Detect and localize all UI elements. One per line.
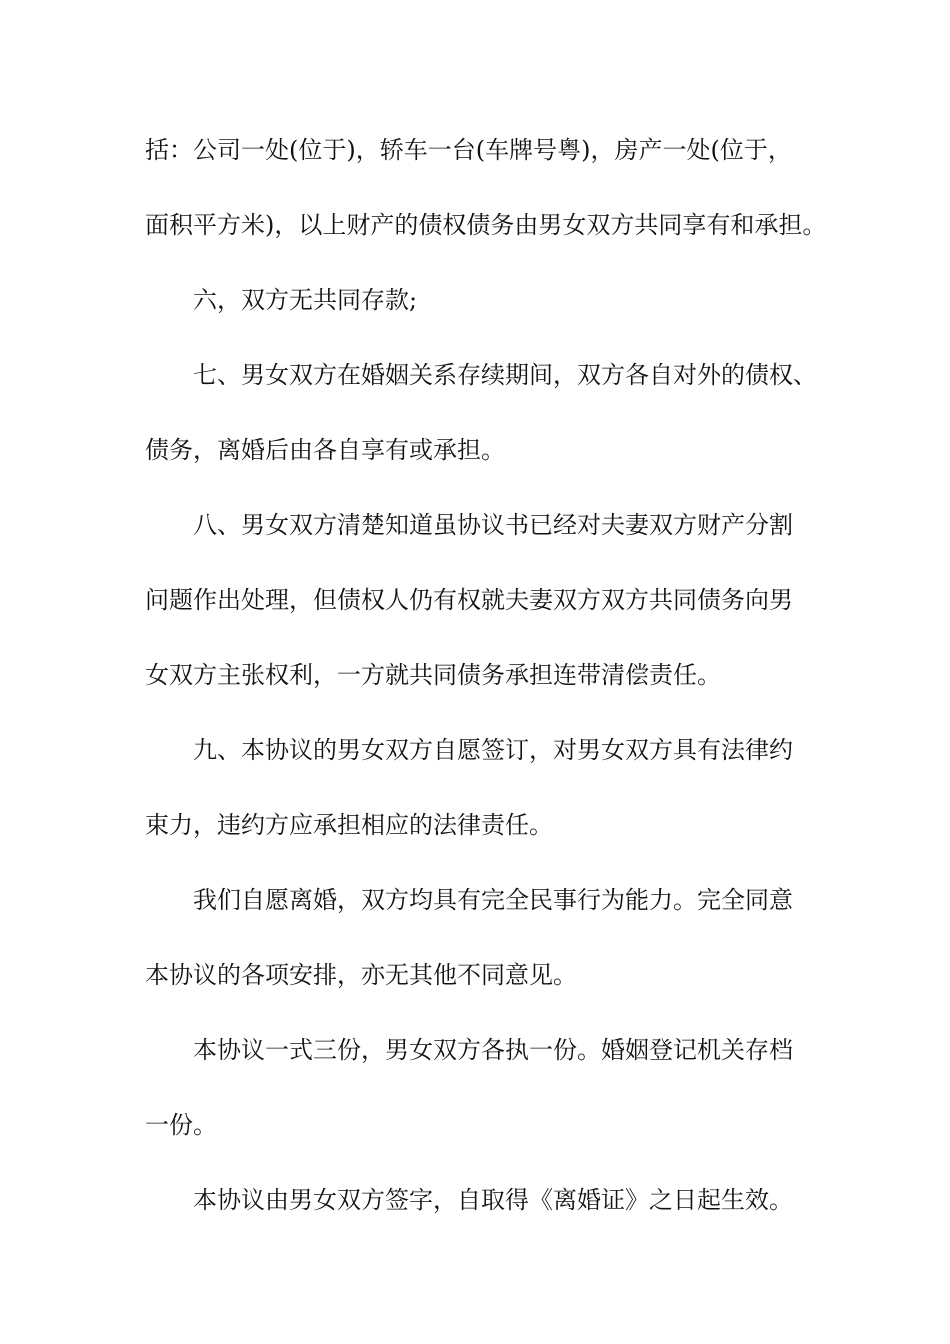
text-line: 一份。 xyxy=(145,1111,217,1139)
text-line: 本协议由男女双方签字，自取得《离婚证》之日起生效。 xyxy=(193,1186,793,1214)
text-line: 本协议的各项安排，亦无其他不同意见。 xyxy=(145,961,577,989)
text-line: 九、本协议的男女双方自愿签订，对男女双方具有法律约 xyxy=(193,736,793,764)
text-line: 我们自愿离婚，双方均具有完全民事行为能力。完全同意 xyxy=(193,886,793,914)
text-line: 女双方主张权利，一方就共同债务承担连带清偿责任。 xyxy=(145,661,721,689)
text-line: 本协议一式三份，男女双方各执一份。婚姻登记机关存档 xyxy=(193,1036,793,1064)
text-line: 债务，离婚后由各自享有或承担。 xyxy=(145,436,505,464)
text-line: 问题作出处理，但债权人仍有权就夫妻双方双方共同债务向男 xyxy=(145,586,793,614)
text-line: 七、男女双方在婚姻关系存续期间，双方各自对外的债权、 xyxy=(193,361,817,389)
text-line: 六，双方无共同存款; xyxy=(193,286,418,314)
text-line: 八、男女双方清楚知道虽协议书已经对夫妻双方财产分割 xyxy=(193,511,793,539)
text-line: 束力，违约方应承担相应的法律责任。 xyxy=(145,811,553,839)
text-line: 面积平方米)，以上财产的债权债务由男女双方共同享有和承担。 xyxy=(145,211,827,239)
text-line: 括：公司一处(位于)，轿车一台(车牌号粤)，房产一处(位于， xyxy=(145,136,792,164)
